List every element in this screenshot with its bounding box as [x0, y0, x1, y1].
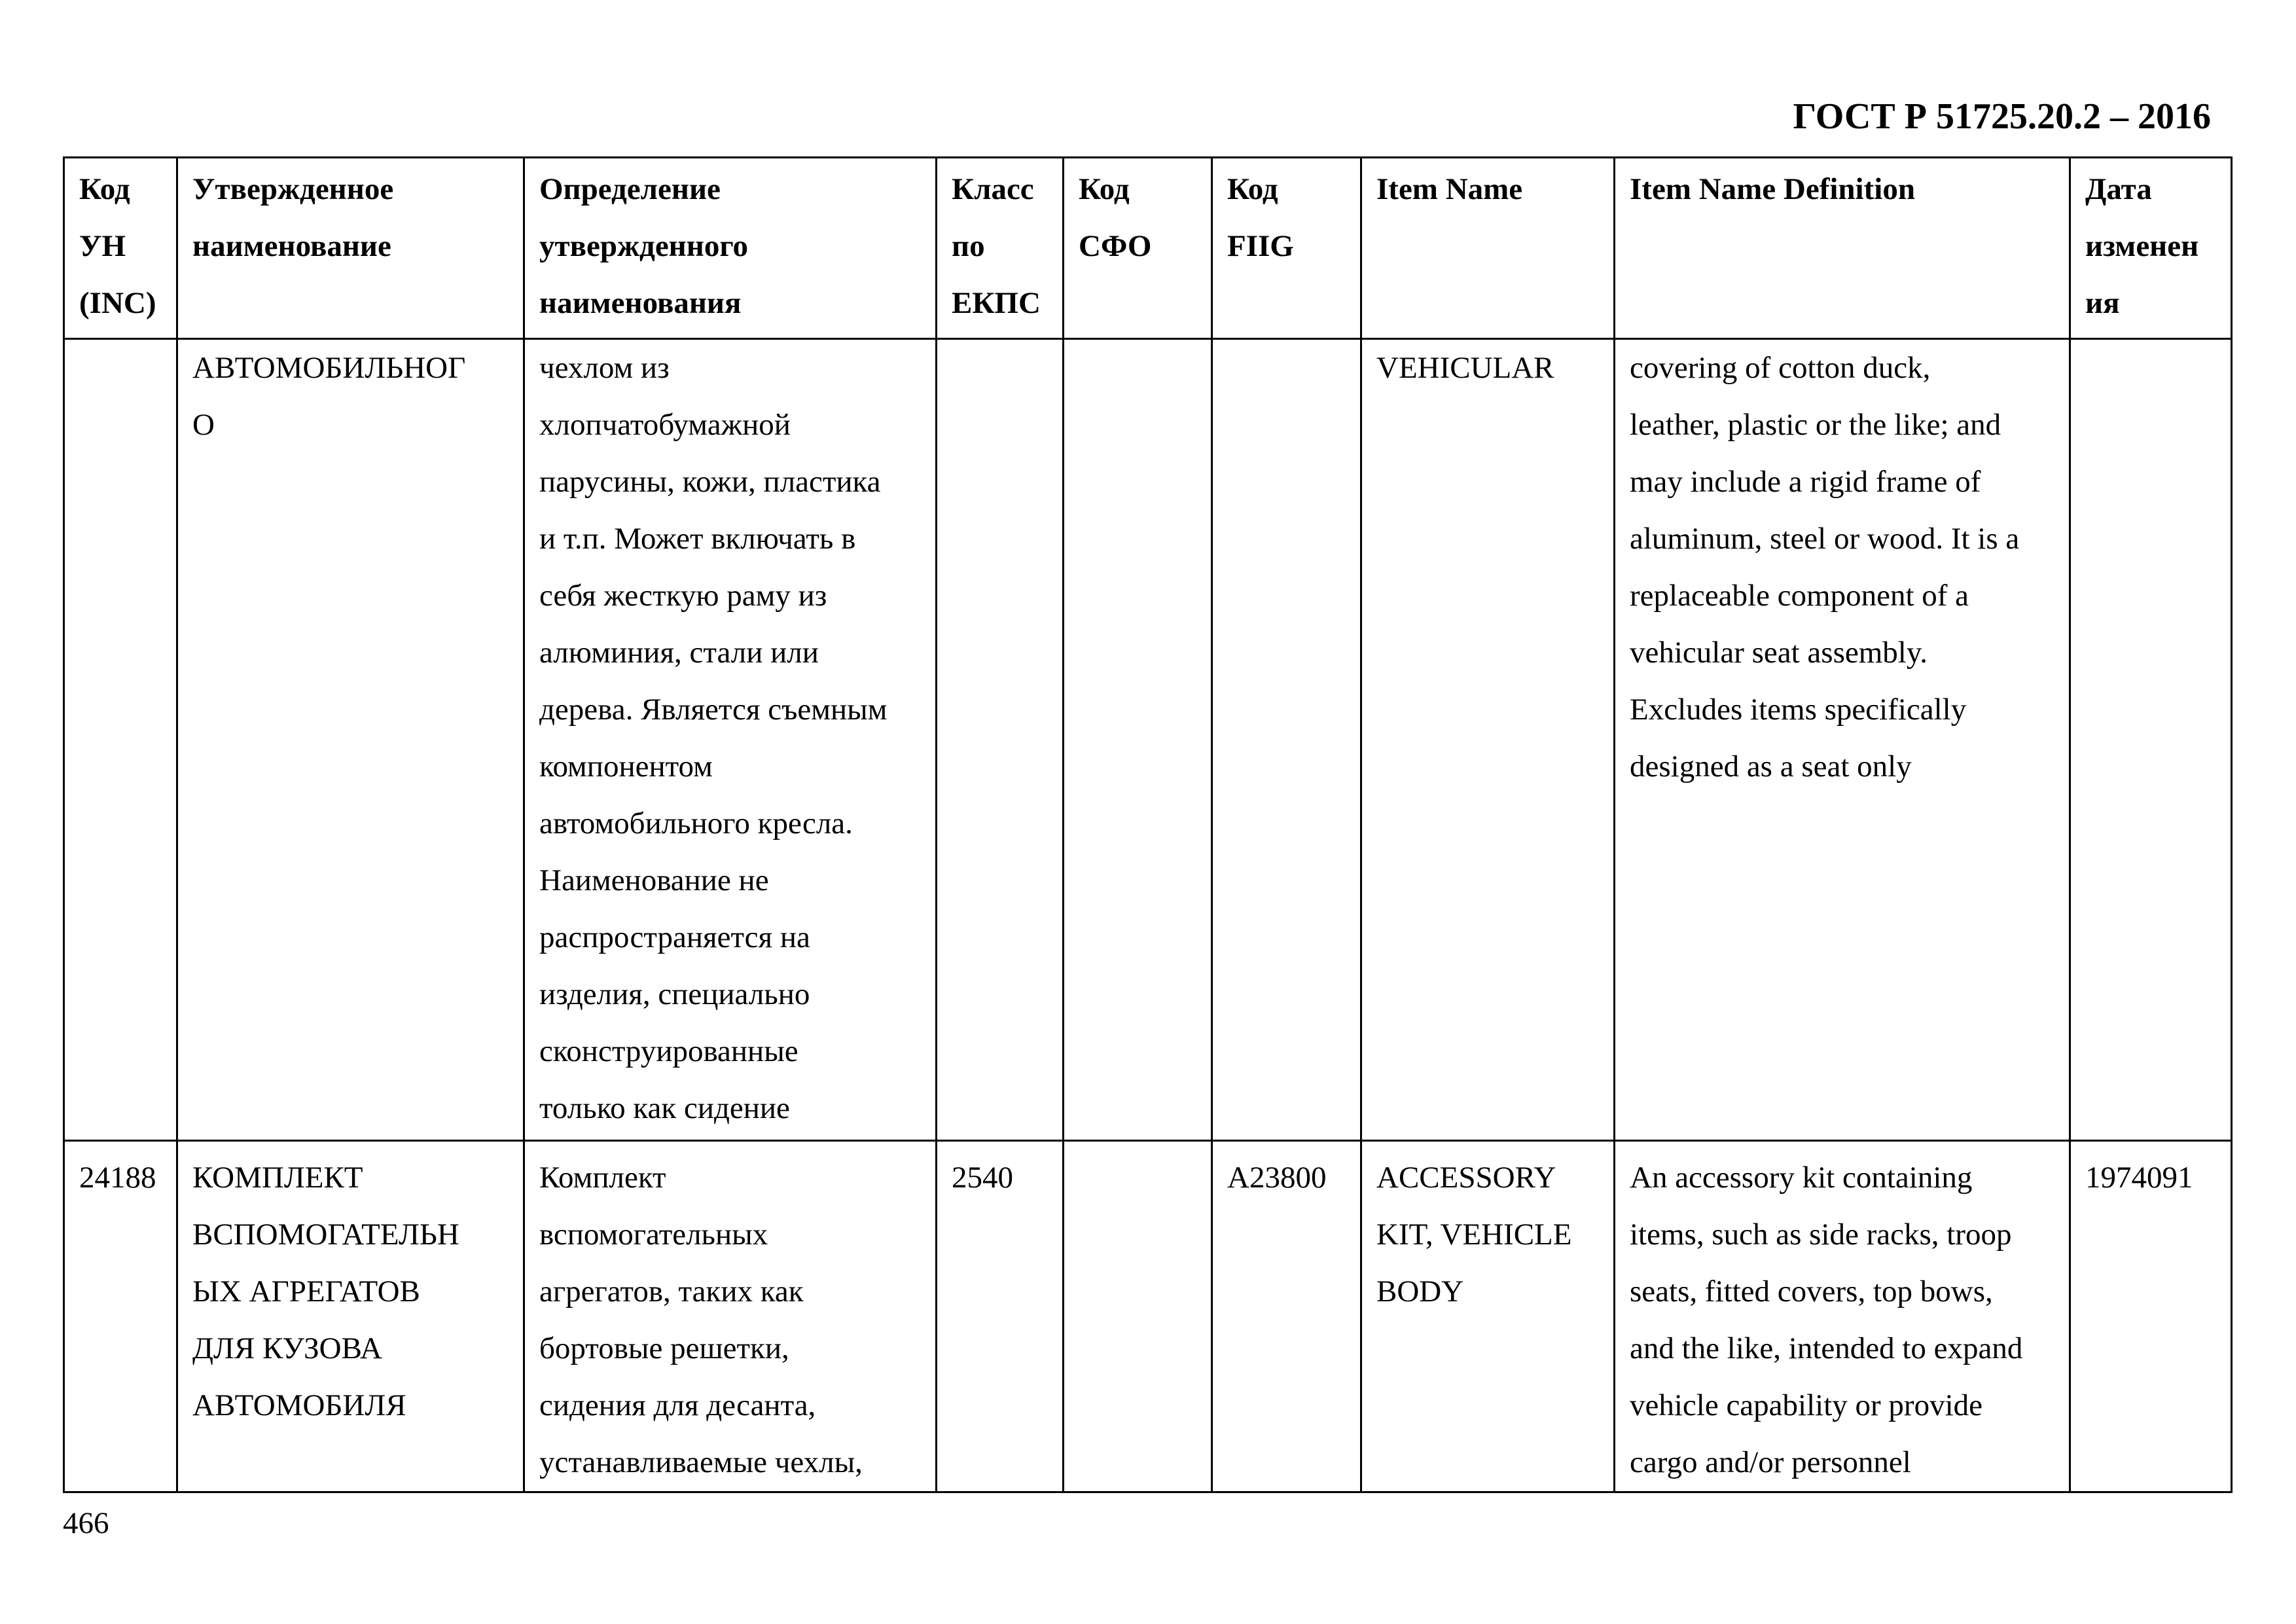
catalog-table: [63, 156, 2233, 1493]
cell-change-date: 1974091: [2070, 1141, 2232, 1492]
cell-item-name: ACCESSORY KIT, VEHICLE BODY: [1361, 1141, 1615, 1492]
table-header-row: [64, 158, 2232, 339]
cell-item-name: VEHICULAR: [1361, 339, 1615, 1141]
column-header-approved-name: Утвержденное наименование: [177, 158, 524, 339]
cell-approved-name: КОМПЛЕКТ ВСПОМОГАТЕЛЬН ЫХ АГРЕГАТОВ ДЛЯ КУЗОВА АВТОМОБИЛЯ: [177, 1141, 524, 1492]
document-standard-header: ГОСТ Р 51725.20.2 – 2016: [1793, 96, 2211, 137]
column-header-definition: Определение утвержденного наименования: [524, 158, 937, 339]
cell-class: 2540: [937, 1141, 1064, 1492]
column-header-change-date: Дата изменен ия: [2070, 158, 2232, 339]
column-header-sfo: Код СФО: [1064, 158, 1212, 339]
cell-sfo: [1064, 1141, 1212, 1492]
column-header-class: Класс по ЕКПС: [937, 158, 1064, 339]
column-header-fiig: Код FIIG: [1212, 158, 1361, 339]
column-header-item-name-definition: Item Name Definition: [1615, 158, 2070, 339]
cell-fiig: A23800: [1212, 1141, 1361, 1492]
cell-inc: 24188: [64, 1141, 177, 1492]
table-row: [64, 339, 2232, 1141]
column-header-item-name: Item Name: [1361, 158, 1615, 339]
cell-class: [937, 339, 1064, 1141]
cell-sfo: [1064, 339, 1212, 1141]
cell-definition: Комплект вспомогательных агрегатов, таких как бортовые решетки, сидения для десанта, устанавливаемые чехлы,: [524, 1141, 937, 1492]
cell-definition: чехлом из хлопчатобумажной парусины, кожи, пластика и т.п. Может включать в себя жесткую раму из алюминия, стали или дерева. Является съемным компонентом автомобильного кресла. Наименование не распространяется на изделия, специально сконструированные только как сидение: [524, 339, 937, 1141]
column-header-inc: Код УН (INC): [64, 158, 177, 339]
page-number: 466: [63, 1506, 109, 1540]
cell-inc: [64, 339, 177, 1141]
table-row: [64, 1141, 2232, 1492]
cell-item-name-definition: covering of cotton duck, leather, plastic or the like; and may include a rigid frame of aluminum, steel or wood. It is a replaceable component of a vehicular seat assembly. Excludes items specifically designed as a seat only: [1615, 339, 2070, 1141]
cell-fiig: [1212, 339, 1361, 1141]
cell-change-date: [2070, 339, 2232, 1141]
cell-item-name-definition: An accessory kit containing items, such as side racks, troop seats, fitted covers, top bows, and the like, intended to expand vehicle capability or provide cargo and/or personnel: [1615, 1141, 2070, 1492]
cell-approved-name: АВТОМОБИЛЬНОГ О: [177, 339, 524, 1141]
